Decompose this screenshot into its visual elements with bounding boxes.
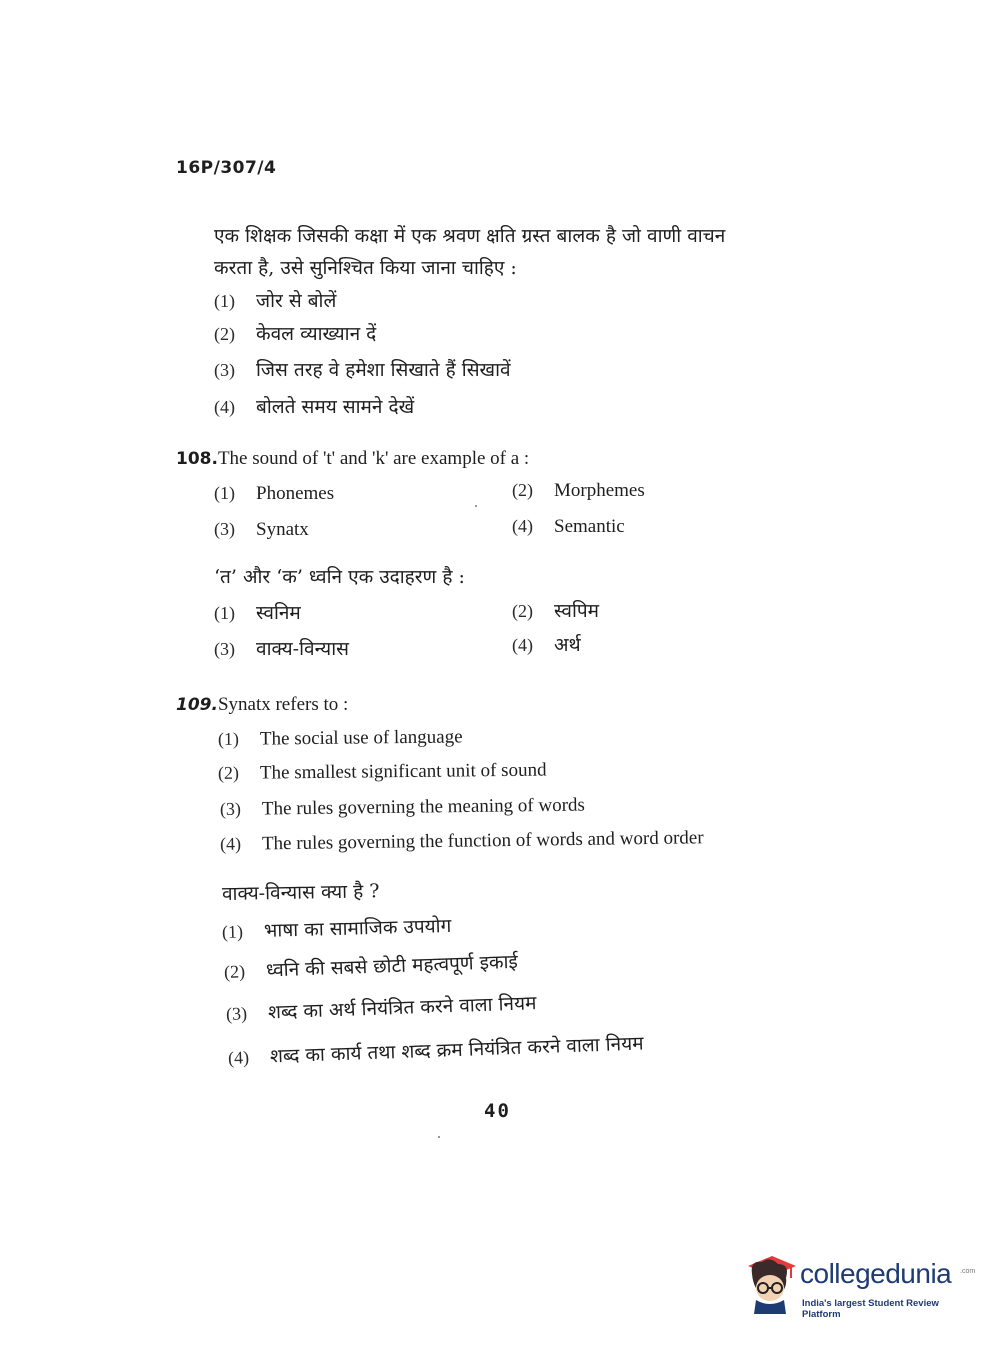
option-text: Morphemes [554, 480, 645, 501]
option-number: (4) [227, 1047, 250, 1068]
option-number: (2) [512, 601, 533, 621]
option-number: (3) [214, 639, 235, 659]
q109-hindi-question: वाक्य-विन्यास क्या है ? [221, 880, 380, 905]
option-text: जिस तरह वे हमेशा सिखाते हैं सिखावें [256, 359, 511, 381]
q109-hindi-option-3 [226, 989, 537, 1026]
brand-name: collegedunia [800, 1258, 952, 1289]
brand-domain: .com [960, 1268, 976, 1275]
q107-hindi-line-2: करता है, उसे सुनिश्चित किया जाना चाहिए : [214, 257, 517, 279]
q108-option-4 [512, 516, 625, 538]
option-text: Synatx [256, 519, 309, 540]
q109-option-4 [220, 827, 704, 856]
option-number: (4) [219, 833, 242, 854]
option-number: (2) [217, 762, 240, 783]
brand-tagline: India's largest Student Review Platform [802, 1298, 939, 1320]
option-number: (2) [223, 961, 246, 982]
option-number: (4) [512, 635, 533, 655]
option-number: (1) [214, 291, 235, 311]
question-text: The sound of 't' and 'k' are example of a : [217, 448, 530, 469]
q108-hindi-option-3 [214, 635, 349, 661]
option-text: केवल व्याख्यान दें [256, 323, 377, 345]
q107-option-3 [214, 356, 511, 382]
option-text: The rules governing the function of words and word order [261, 827, 704, 855]
q107-option-1 [214, 287, 336, 313]
option-text: वाक्य-विन्यास [256, 638, 349, 660]
q107-option-2 [214, 320, 376, 346]
option-number: (1) [217, 728, 240, 749]
q107-hindi-line-1: एक शिक्षक जिसकी कक्षा में एक श्रवण क्षति ग्रस्त बालक है जो वाणी वाचन [214, 225, 726, 247]
option-text: भाषा का सामाजिक उपयोग [263, 915, 452, 942]
q108-hindi-option-4 [512, 631, 581, 657]
q109-option-3 [220, 795, 585, 821]
option-number: (3) [214, 360, 235, 380]
mascot-icon [742, 1252, 798, 1314]
q109-option-1 [218, 726, 463, 751]
q108-hindi-option-1 [214, 599, 301, 625]
q108-option-1 [214, 483, 334, 505]
paper-code: 16P/307/4 [176, 158, 277, 178]
option-number: (2) [214, 324, 235, 344]
q109-option-2 [218, 760, 547, 785]
scan-speck [438, 1136, 440, 1138]
option-text: शब्द का कार्य तथा शब्द क्रम नियंत्रित करने वाला नियम [269, 1032, 644, 1068]
option-text: शब्द का अर्थ नियंत्रित करने वाला नियम [267, 992, 537, 1024]
option-number: (1) [214, 603, 235, 623]
option-text: स्वपिम [554, 600, 600, 622]
scan-speck [475, 505, 477, 507]
q108-option-3 [214, 519, 309, 541]
option-text: The social use of language [259, 726, 463, 750]
question-number: 109. [176, 695, 218, 715]
q109-hindi-option-1 [222, 912, 452, 944]
q108-hindi-question: ‘त’ और ‘क’ ध्वनि एक उदाहरण है : [214, 566, 465, 588]
collegedunia-watermark [742, 1252, 976, 1320]
q109-question [176, 694, 348, 716]
q109-hindi-option-4 [228, 1030, 644, 1070]
question-text: Synatx refers to : [217, 694, 349, 715]
option-number: (3) [214, 519, 235, 539]
question-number: 108. [176, 449, 218, 469]
q108-question [176, 448, 529, 470]
option-text: स्वनिम [256, 602, 301, 624]
q109-hindi-option-2 [224, 948, 519, 984]
option-text: अर्थ [554, 634, 581, 656]
option-text: The rules governing the meaning of words [261, 794, 586, 820]
option-text: बोलते समय सामने देखें [256, 396, 415, 418]
option-number: (1) [214, 483, 235, 503]
option-number: (3) [225, 1003, 248, 1024]
option-number: (1) [221, 921, 244, 942]
page-number: 40 [484, 1100, 511, 1122]
option-number: (3) [219, 798, 242, 819]
option-number: (4) [512, 516, 533, 536]
q108-option-2 [512, 480, 645, 502]
option-text: Phonemes [256, 483, 335, 504]
option-number: (2) [512, 480, 533, 500]
option-text: जोर से बोलें [256, 290, 337, 312]
option-text: Semantic [554, 516, 625, 537]
q108-hindi-option-2 [512, 597, 599, 623]
option-text: ध्वनि की सबसे छोटी महत्वपूर्ण इकाई [265, 950, 519, 982]
q107-option-4 [214, 393, 414, 419]
option-number: (4) [214, 397, 235, 417]
option-text: The smallest significant unit of sound [259, 759, 547, 784]
